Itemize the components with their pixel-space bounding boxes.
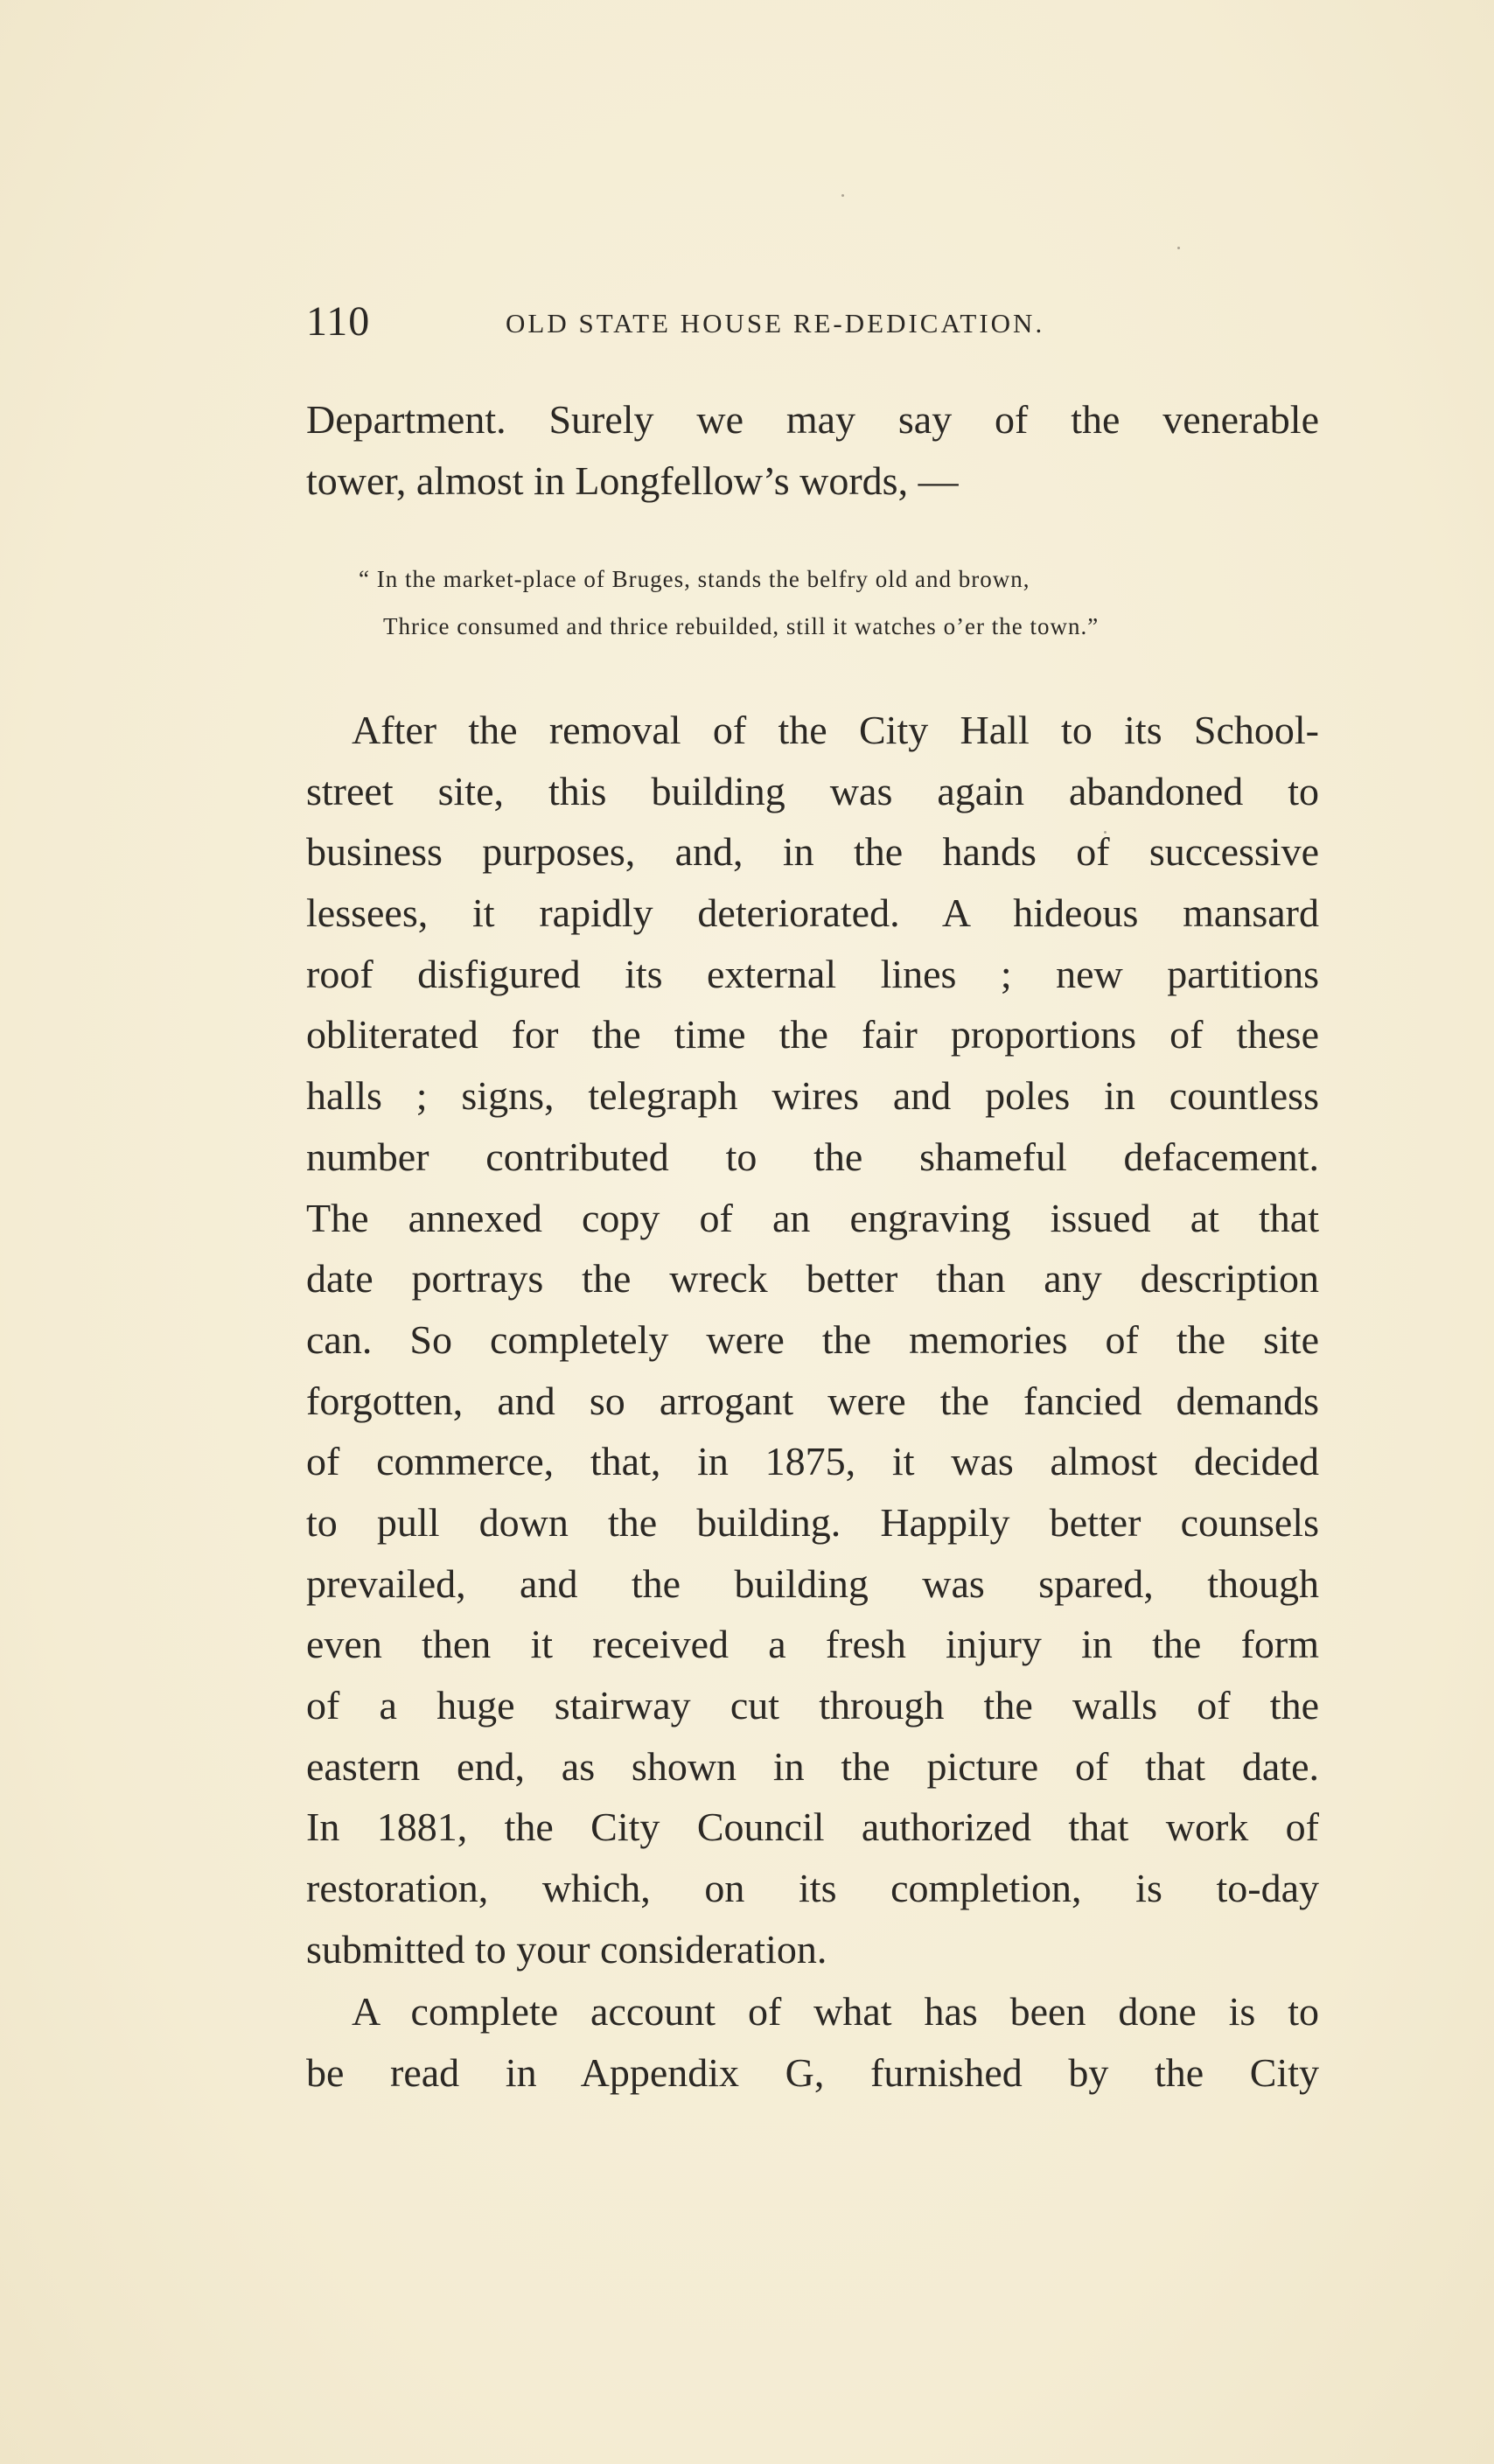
text-line: The annexed copy of an engraving issued at that [306,1195,1319,1240]
text-line: roof disfigured its external lines ; new partitions [306,951,1319,996]
text-line: After the removal of the City Hall to its School- [352,708,1319,752]
text-line: of a huge stairway cut through the walls of the [306,1683,1319,1728]
text-line: of commerce, that, in 1875, it was almost decided [306,1439,1319,1484]
closing-paragraph [306,1981,1319,2103]
text-line: to pull down the building. Happily better counsels [306,1499,1319,1545]
text-line: prevailed, and the building was spared, though [306,1560,1319,1606]
verse-quotation [306,555,1319,650]
text-line: tower, almost in Longfellow’s words, — [306,457,959,503]
running-head: OLD STATE HOUSE RE-DEDICATION. [506,308,1045,339]
text-line: forgotten, and so arrogant were the fancied demands [306,1378,1319,1423]
page-number: 110 [306,298,371,345]
text-line: even then it received a fresh injury in the form [306,1622,1319,1667]
text-line: be read in Appendix G, furnished by the City [306,2049,1319,2095]
text-line: Department. Surely we may say of the venerable [306,397,1319,442]
intro-paragraph [306,389,1319,511]
text-line: submitted to your consideration. [306,1926,827,1972]
verse-line: “ In the market-place of Bruges, stands the belfry old and brown, [359,566,1030,592]
paper-speck [841,194,844,197]
text-line: can. So completely were the memories of the site [306,1316,1319,1362]
text-line: obliterated for the time the fair proportions of these [306,1012,1319,1057]
text-line: restoration, which, on its completion, is to-day [306,1866,1319,1911]
verse-line: Thrice consumed and thrice rebuilded, still it watches o’er the town.” [383,613,1100,639]
text-line: business purposes, and, in the hands of successive [306,829,1319,875]
text-line: street site, this building was again abandoned to [306,768,1319,813]
text-line: eastern end, as shown in the picture of that date. [306,1743,1319,1789]
text-line: In 1881, the City Council authorized that work of [306,1804,1319,1850]
main-paragraph [306,700,1319,1979]
page-header [306,296,1190,348]
text-line: halls ; signs, telegraph wires and poles in countless [306,1073,1319,1119]
text-line: date portrays the wreck better than any description [306,1256,1319,1302]
text-line: number contributed to the shameful defacement. [306,1134,1319,1179]
text-line: A complete account of what has been done is to [352,1989,1319,2034]
text-line: lessees, it rapidly deteriorated. A hideous mansard [306,890,1319,936]
paper-speck [1177,247,1180,249]
